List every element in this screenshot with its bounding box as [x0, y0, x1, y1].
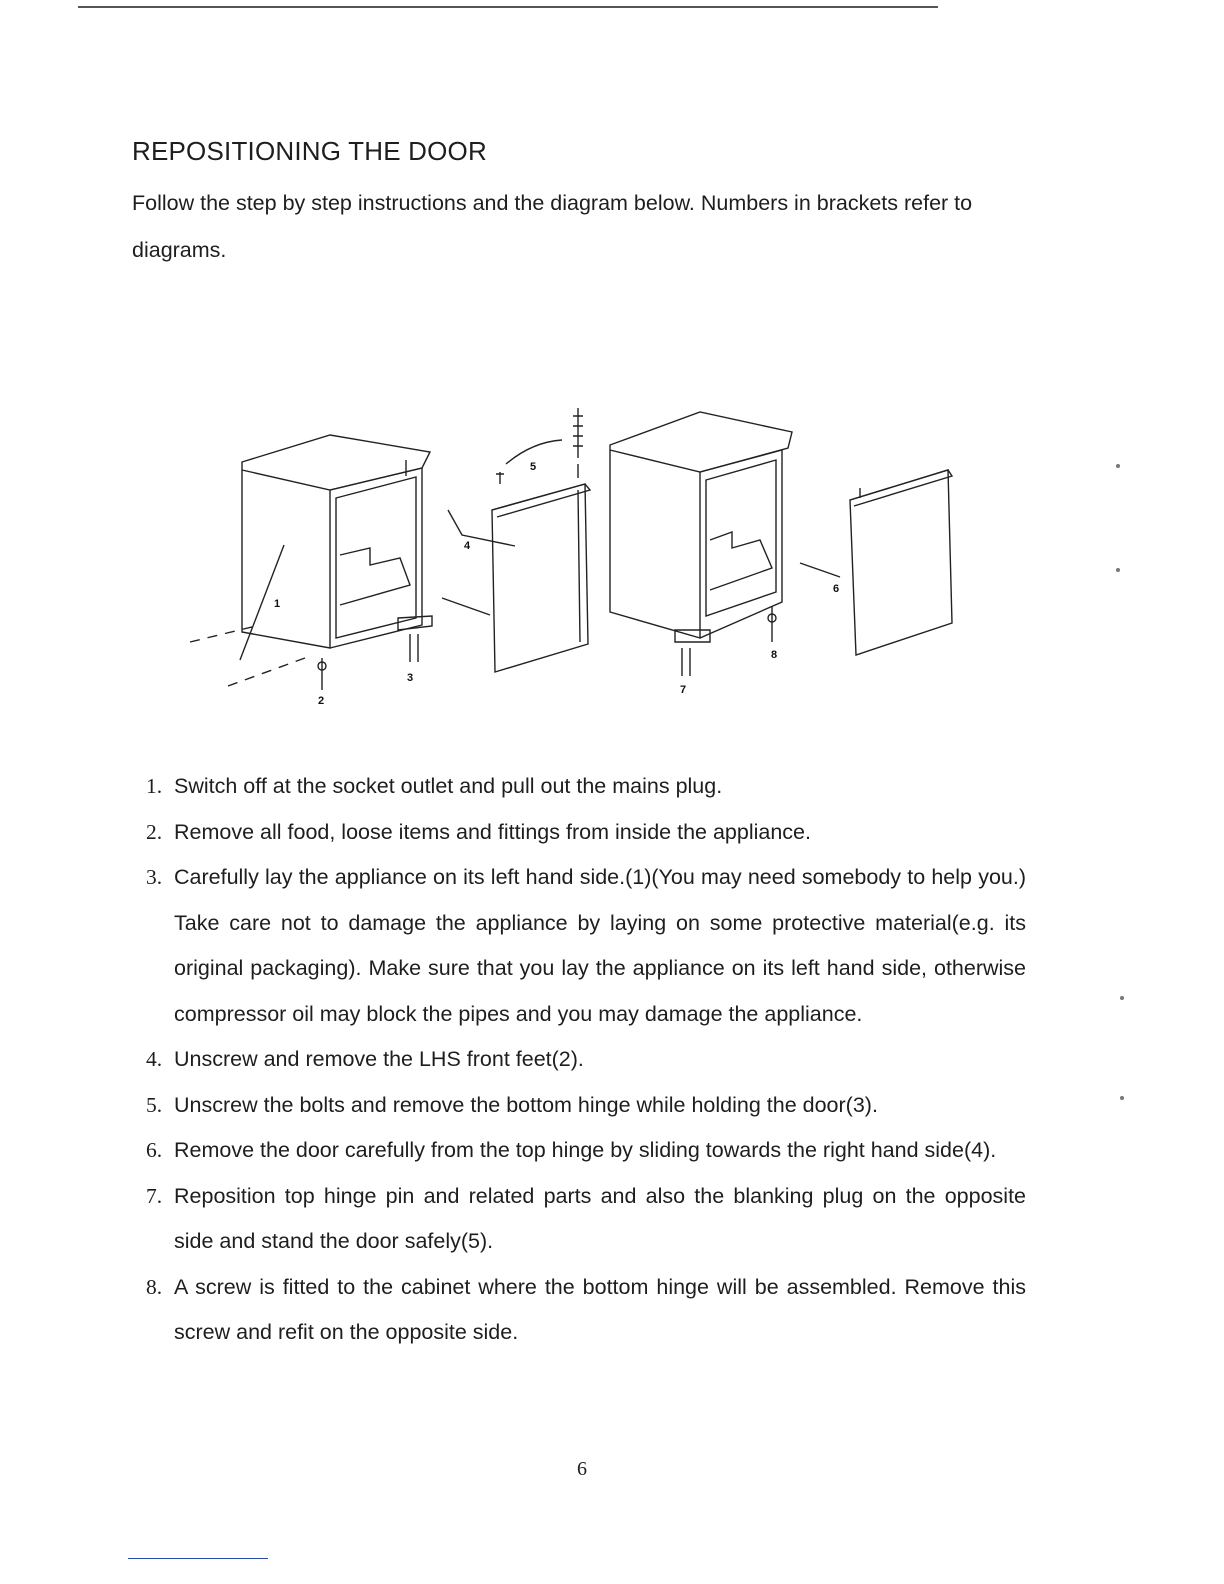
step-number: 8. — [146, 1274, 163, 1299]
diagram-label-1: 1 — [274, 598, 281, 610]
step-number: 6. — [146, 1138, 163, 1162]
step-item — [146, 1265, 1026, 1356]
step-text: Carefully lay the appliance on its left hand side.(1)(You may need somebody to help you.) Take care not to damage the appliance by laying on some protective material(e.g. its original packaging). Make sure that you lay the appliance on its left hand side, otherwise compressor oil may block the pipes and you may damage the appliance. — [174, 865, 1026, 1026]
door-reversal-diagram — [170, 380, 970, 720]
door-left — [492, 484, 590, 672]
step-item — [146, 855, 1026, 1037]
step-number: 4. — [146, 1047, 163, 1071]
binding-hole-mark — [1120, 996, 1124, 1000]
step-number: 7. — [146, 1183, 163, 1208]
diagram-label-7: 7 — [680, 684, 687, 696]
page-number: 6 — [577, 1458, 587, 1480]
diagram-label-4: 4 — [464, 540, 471, 552]
step-number: 5. — [146, 1092, 163, 1117]
bottom-rule — [128, 1558, 268, 1559]
cabinet-left — [242, 435, 430, 648]
step-text: Reposition top hinge pin and related parts and also the blanking plug on the opposite side and stand the door safely(5). — [174, 1183, 1026, 1253]
binding-hole-mark — [1116, 464, 1120, 468]
intro-paragraph: Follow the step by step instructions and the diagram below. Numbers in brackets refer to diagrams. — [132, 191, 973, 262]
step-item — [146, 1037, 1026, 1083]
step-item — [146, 764, 1026, 810]
step-text: Remove the door carefully from the top hinge by sliding towards the right hand side(4). — [174, 1138, 997, 1162]
door-right — [850, 470, 952, 655]
step-text: Unscrew the bolts and remove the bottom hinge while holding the door(3). — [174, 1092, 878, 1117]
diagram-label-6: 6 — [833, 583, 840, 595]
page-title: REPOSITIONING THE DOOR — [132, 136, 487, 166]
step-item — [146, 1128, 1026, 1174]
diagram-label-5: 5 — [530, 461, 537, 473]
binding-hole-mark — [1116, 568, 1120, 572]
cabinet-right — [610, 412, 792, 638]
instruction-steps — [146, 764, 1026, 1356]
step-text: Remove all food, loose items and fittings from inside the appliance. — [174, 819, 811, 844]
diagram-label-8: 8 — [771, 649, 778, 661]
step-item — [146, 1083, 1026, 1129]
step-item — [146, 810, 1026, 856]
top-rule — [78, 6, 938, 8]
step-item — [146, 1174, 1026, 1265]
diagram-label-3: 3 — [407, 672, 414, 684]
step-number: 2. — [146, 819, 163, 844]
step-number: 3. — [146, 865, 163, 889]
binding-hole-mark — [1120, 1096, 1124, 1100]
step-number: 1. — [146, 774, 163, 798]
step-text: Switch off at the socket outlet and pull out the mains plug. — [174, 774, 723, 798]
step-text: A screw is fitted to the cabinet where the bottom hinge will be assembled. Remove this screw and refit on the opposite side. — [174, 1274, 1026, 1344]
step-text: Unscrew and remove the LHS front feet(2). — [174, 1047, 584, 1071]
diagram-label-2: 2 — [318, 695, 325, 707]
